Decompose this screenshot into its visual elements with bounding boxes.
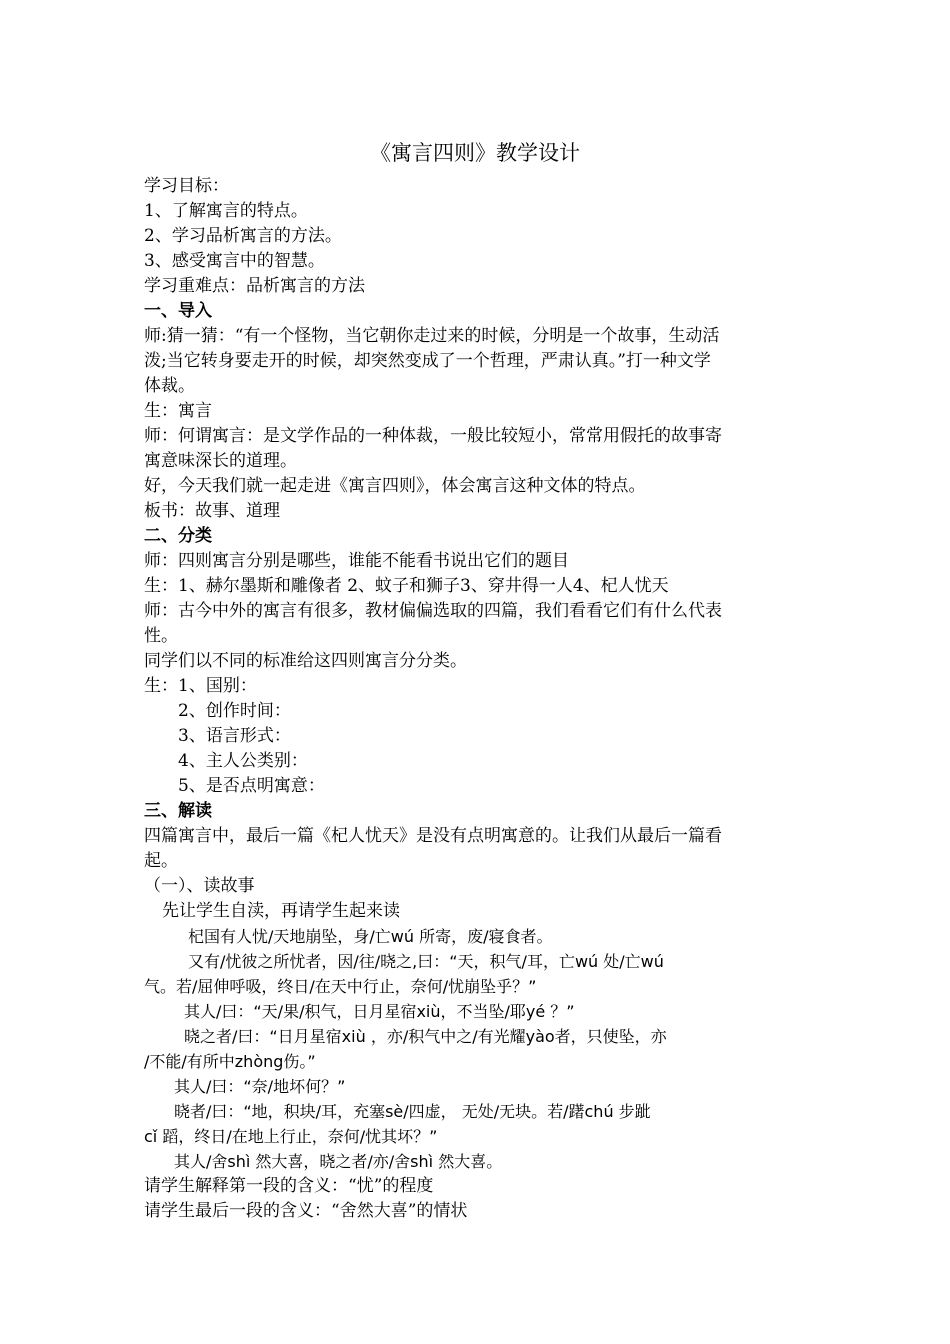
text-line: 请学生最后一段的含义：“舍然大喜”的情状 <box>144 1201 468 1221</box>
text-line: 请学生解释第一段的含义：“忧”的程度 <box>144 1176 434 1196</box>
passage-line: /不能/有所中zhòng伤。” <box>144 1052 316 1071</box>
text-line: 师：四则寓言分别是哪些，谁能不能看书说出它们的题目 <box>144 551 569 571</box>
list-item: 4、主人公类别： <box>178 751 308 771</box>
text-line: 3、感受寓言中的智慧。 <box>144 251 325 271</box>
text-line: 生：1、赫尔墨斯和雕像者 2、蚊子和狮子3、穿井得一人4、杞人忧天 <box>144 576 669 596</box>
passage-line: 其人/舍shì 然大喜，晓之者/亦/舍shì 然大喜。 <box>174 1152 503 1171</box>
text-line: 学习重难点：品析寓言的方法 <box>144 276 365 296</box>
passage-line: 杞国有人忧/天地崩坠，身/亡wú 所寄，废/寝食者。 <box>188 927 553 946</box>
section-heading: 二、分类 <box>144 526 212 546</box>
text-line: 体裁。 <box>144 376 195 396</box>
passage-line: cǐ 蹈，终日/在地上行止，奈何/忧其坏？” <box>144 1127 438 1146</box>
text-line: 师:猜一猜：“有一个怪物，当它朝你走过来的时候，分明是一个故事，生动活 <box>144 326 720 346</box>
text-line: 四篇寓言中，最后一篇《杞人忧天》是没有点明寓意的。让我们从最后一篇看 <box>144 826 722 846</box>
subheading: （一）、读故事 <box>144 876 255 896</box>
passage-line: 其人/曰：“天/果/积气，日月星宿xiù，不当坠/耶yé ？” <box>184 1002 575 1021</box>
text-line: 起。 <box>144 851 178 871</box>
passage-line: 又有/忧彼之所忧者，因/往/晓之,曰：“天，积气/耳，亡wú 处/亡wú <box>188 952 664 971</box>
text-line: 泼;当它转身要走开的时候，却突然变成了一个哲理，严肃认真。”打一种文学 <box>144 351 711 371</box>
list-item: 3、语言形式： <box>178 726 291 746</box>
document-title: 《寓言四则》教学设计 <box>370 141 580 165</box>
text-line: 师：何谓寓言：是文学作品的一种体裁，一般比较短小，常常用假托的故事寄 <box>144 426 722 446</box>
passage-line: 其人/曰：“奈/地坏何？” <box>174 1077 346 1096</box>
text-line: 生：1、国别： <box>144 676 257 696</box>
text-line: 板书：故事、道理 <box>144 501 280 521</box>
text-line: 好，今天我们就一起走进《寓言四则》，体会寓言这种文体的特点。 <box>144 476 646 496</box>
passage-line: 晓之者/曰：“日月星宿xiù ，亦/积气中之/有光耀yào者，只使坠，亦 <box>184 1027 667 1046</box>
passage-line: 晓者/曰：“地，积块/耳，充塞sè/四虚， 无处/无块。若/躇chú 步跐 <box>174 1102 651 1121</box>
list-item: 5、是否点明寓意： <box>178 776 325 796</box>
text-line: 同学们以不同的标准给这四则寓言分分类。 <box>144 651 467 671</box>
section-heading: 一、导入 <box>144 301 212 321</box>
text-line: 学习目标： <box>144 176 229 196</box>
text-line: 2、学习品析寓言的方法。 <box>144 226 342 246</box>
text-line: 生：寓言 <box>144 401 212 421</box>
passage-line: 气。若/屈伸呼吸，终日/在天中行止，奈何/忧崩坠乎？” <box>144 977 537 996</box>
text-line: 先让学生自渎，再请学生起来读 <box>162 901 400 921</box>
section-heading: 三、解读 <box>144 801 212 821</box>
list-item: 2、创作时间： <box>178 701 291 721</box>
text-line: 性。 <box>144 626 178 646</box>
text-line: 师：古今中外的寓言有很多，教材偏偏选取的四篇，我们看看它们有什么代表 <box>144 601 722 621</box>
text-line: 寓意味深长的道理。 <box>144 451 297 471</box>
text-line: 1、了解寓言的特点。 <box>144 201 308 221</box>
